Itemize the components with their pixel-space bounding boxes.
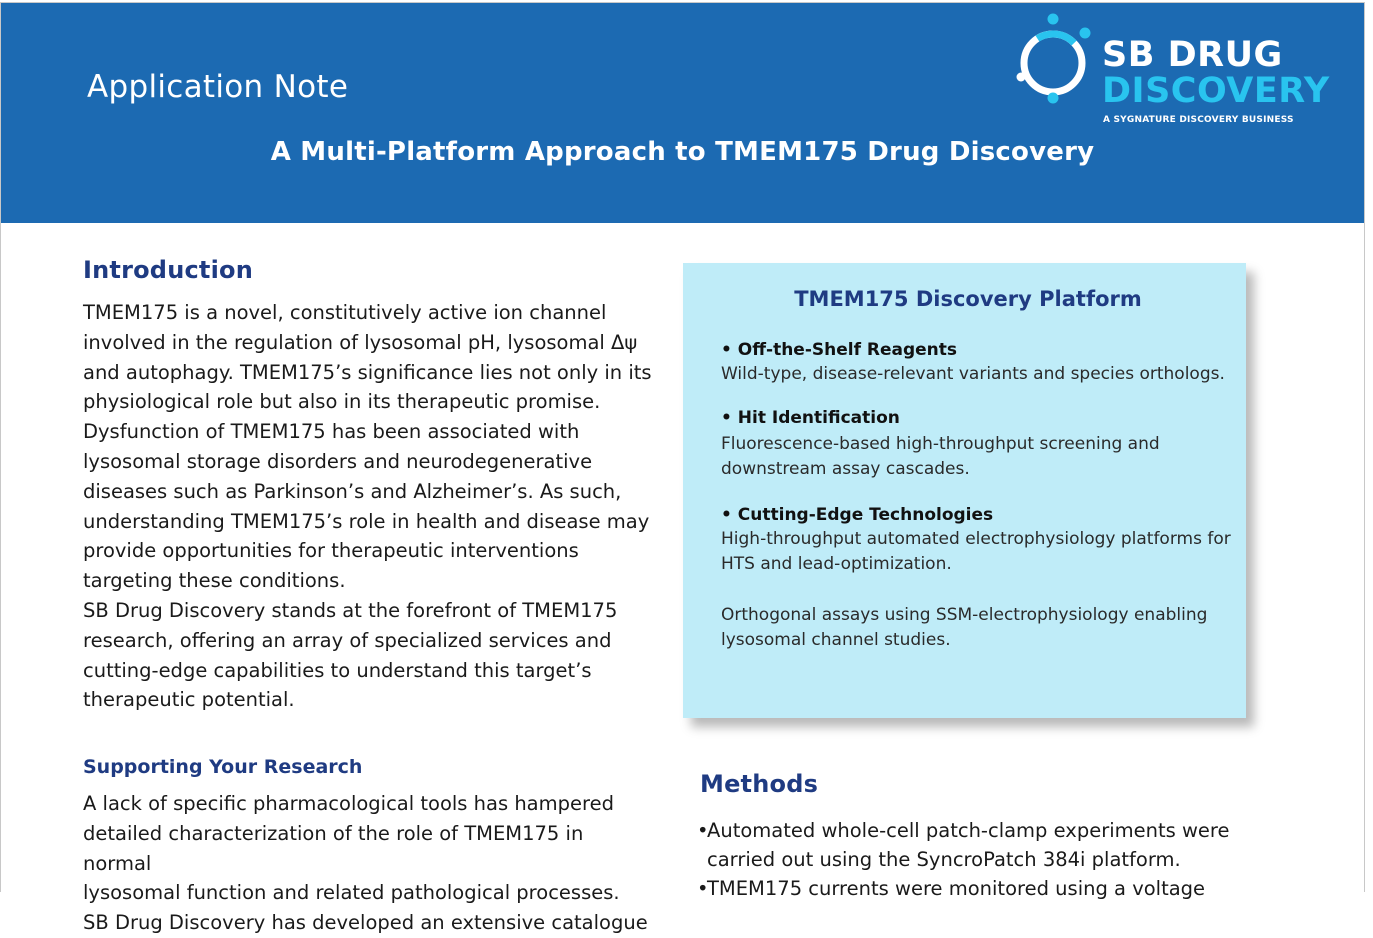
list-item xyxy=(697,874,1257,903)
feature-desc: downstream assay cascades. xyxy=(721,459,970,479)
logo-tagline: A SYGNATURE DISCOVERY BUSINESS xyxy=(1103,115,1294,125)
feature-orthogonal-assays xyxy=(721,603,1231,653)
logo-text-line2: DISCOVERY xyxy=(1102,71,1330,111)
feature-desc: Fluorescence-based high-throughput screening and xyxy=(721,434,1160,454)
bullet: • xyxy=(697,877,709,900)
feature-title: • Hit Identification xyxy=(721,408,900,428)
intro-line: and autophagy. TMEM175’s significance lies not only in its xyxy=(83,360,652,384)
feature-desc: High-throughput automated electrophysiology platforms for xyxy=(721,529,1231,549)
methods-heading: Methods xyxy=(700,770,819,798)
intro-line: TMEM175 is a novel, constitutively active ion channel xyxy=(83,301,607,324)
supporting-research-body xyxy=(83,789,653,938)
feature-cutting-edge xyxy=(721,503,1231,577)
intro-line: targeting these conditions. xyxy=(83,569,346,593)
intro-line: SB Drug Discovery stands at the forefront of TMEM175 xyxy=(83,598,618,622)
feature-desc: HTS and lead-optimization. xyxy=(721,554,952,574)
methods-list xyxy=(697,816,1257,903)
logo-ring-icon xyxy=(1011,11,1101,111)
intro-line: therapeutic potential. xyxy=(83,688,295,712)
intro-line: lysosomal storage disorders and neurodegenerative xyxy=(83,449,593,473)
document-title: A Multi-Platform Approach to TMEM175 Drug Discovery xyxy=(270,137,1095,167)
support-line: A lack of specific pharmacological tools has hampered xyxy=(83,792,614,815)
intro-line: understanding TMEM175’s role in health and disease may xyxy=(83,509,650,533)
intro-line: provide opportunities for therapeutic interventions xyxy=(83,539,579,563)
discovery-platform-box xyxy=(683,263,1246,718)
intro-line: diseases such as Parkinson’s and Alzheimer’s. As such, xyxy=(83,479,622,503)
feature-title: • Cutting-Edge Technologies xyxy=(721,505,994,525)
feature-hit-identification xyxy=(721,406,1231,482)
feature-off-the-shelf xyxy=(721,338,1231,387)
intro-line: research, offering an array of specialized services and xyxy=(83,628,612,652)
feature-desc: Wild-type, disease-relevant variants and species orthologs. xyxy=(721,364,1225,384)
support-line: lysosomal function and related pathological processes. xyxy=(83,881,620,905)
logo-text-line1: SB DRUG xyxy=(1102,35,1283,75)
method-text: TMEM175 currents were monitored using a voltage xyxy=(707,877,1206,900)
intro-line: cutting-edge capabilities to understand this target’s xyxy=(83,658,592,682)
support-line: detailed characterization of the role of TMEM175 in normal xyxy=(83,821,584,875)
introduction-body xyxy=(83,298,653,715)
list-item xyxy=(697,816,1257,874)
method-text: Automated whole-cell patch-clamp experiments were carried out using the SyncroPatch 384i platform. xyxy=(707,819,1230,871)
bullet: • xyxy=(697,819,709,842)
feature-title: • Off-the-Shelf Reagents xyxy=(721,340,958,360)
company-logo xyxy=(1011,11,1331,131)
supporting-research-heading: Supporting Your Research xyxy=(83,756,363,778)
document-type: Application Note xyxy=(87,69,349,105)
platform-title: TMEM175 Discovery Platform xyxy=(794,287,1142,311)
feature-desc: lysosomal channel studies. xyxy=(721,630,951,650)
intro-line: Dysfunction of TMEM175 has been associated with xyxy=(83,420,580,444)
intro-line: involved in the regulation of lysosomal pH, lysosomal Δψ xyxy=(83,330,638,354)
support-line: SB Drug Discovery has developed an extensive catalogue xyxy=(83,911,648,935)
intro-line: physiological role but also in its therapeutic promise. xyxy=(83,390,601,414)
feature-desc: Orthogonal assays using SSM-electrophysiology enabling xyxy=(721,605,1208,625)
header-banner xyxy=(1,3,1364,223)
introduction-heading: Introduction xyxy=(83,256,253,284)
